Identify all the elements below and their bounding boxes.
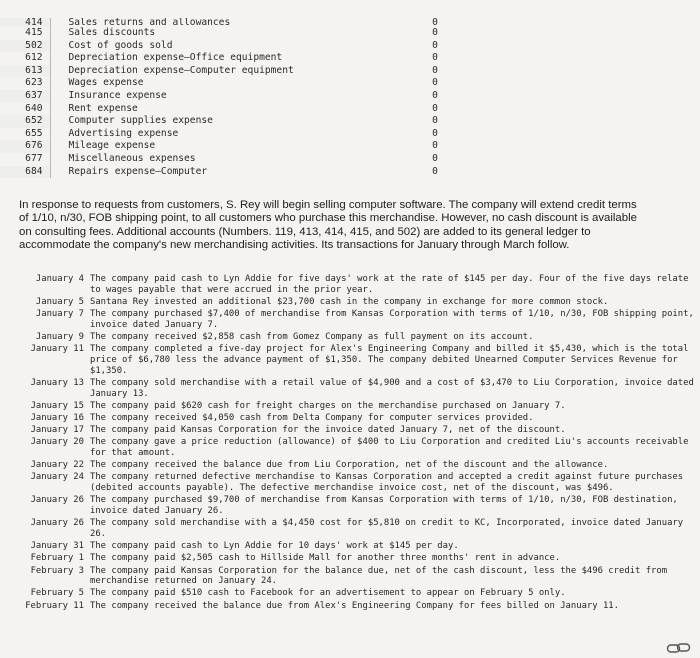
transaction-date: January 13 bbox=[30, 377, 84, 388]
transaction-description: The company paid Kansas Corporation for the balance due, net of the cash discount, less the $496 credit from merchandise returned on January 24. bbox=[90, 565, 668, 587]
transaction-row bbox=[0, 437, 700, 460]
account-number: 652 bbox=[0, 115, 50, 128]
account-name: Depreciation expense—Office equipment bbox=[68, 52, 283, 64]
transaction-row bbox=[0, 274, 700, 297]
transaction-row bbox=[0, 460, 700, 472]
accounts-body bbox=[0, 18, 700, 178]
transaction-date: January 26 bbox=[30, 518, 84, 529]
transaction-date: January 9 bbox=[35, 332, 84, 343]
account-row bbox=[0, 166, 700, 179]
transaction-date: January 7 bbox=[35, 309, 84, 320]
transaction-row bbox=[0, 413, 700, 425]
transaction-description: Santana Rey invested an additional $23,700 cash in the company in exchange for more common stock. bbox=[90, 296, 609, 307]
transaction-date: January 5 bbox=[35, 296, 84, 307]
transaction-description: The company returned defective merchandise to Kansas Corporation and accepted a credit against future purchases (debited accounts payable). The defective merchandise invoice cost, net of the discount, was $496. bbox=[90, 472, 684, 494]
transaction-date: February 5 bbox=[30, 588, 84, 599]
account-name: Miscellaneous expenses bbox=[68, 152, 196, 164]
account-row bbox=[0, 18, 700, 27]
chart-of-accounts-table bbox=[0, 18, 700, 178]
transaction-date: January 11 bbox=[30, 344, 84, 355]
transaction-description: The company gave a price reduction (allowance) of $400 to Liu Corporation and credited Liu's accounts receivable for that amount. bbox=[90, 437, 689, 459]
account-number: 612 bbox=[0, 52, 50, 65]
account-number: 684 bbox=[0, 166, 50, 179]
account-row bbox=[0, 128, 700, 141]
account-name: Wages expense bbox=[68, 77, 144, 89]
account-row-spacer bbox=[480, 103, 700, 116]
transaction-row bbox=[0, 472, 700, 495]
account-number: 415 bbox=[0, 27, 50, 40]
account-number: 414 bbox=[0, 18, 50, 27]
account-row-spacer bbox=[480, 52, 700, 65]
transaction-row bbox=[0, 297, 700, 309]
account-row bbox=[0, 52, 700, 65]
account-row bbox=[0, 40, 700, 53]
account-number: 502 bbox=[0, 40, 50, 53]
account-row-spacer bbox=[480, 128, 700, 141]
account-row-spacer bbox=[480, 115, 700, 128]
account-balance: 0 bbox=[432, 152, 438, 164]
transaction-date: January 17 bbox=[30, 425, 84, 436]
account-row bbox=[0, 115, 700, 128]
account-row bbox=[0, 90, 700, 103]
account-name: Advertising expense bbox=[68, 127, 179, 139]
account-row-spacer bbox=[480, 153, 700, 166]
account-name: Mileage expense bbox=[68, 140, 156, 152]
account-number: 676 bbox=[0, 140, 50, 153]
transaction-date: January 24 bbox=[30, 472, 84, 483]
account-name: Rent expense bbox=[68, 102, 138, 114]
account-number: 613 bbox=[0, 65, 50, 78]
transaction-date: January 20 bbox=[30, 437, 84, 448]
account-row-spacer bbox=[480, 65, 700, 78]
transaction-description: The company paid Kansas Corporation for the invoice dated January 7, net of the discount. bbox=[90, 425, 566, 436]
account-balance: 0 bbox=[432, 165, 438, 177]
intro-line-2: of 1/10, n/30, FOB shipping point, to all customers who purchase this merchandise. However, no cash discount is available bbox=[19, 212, 637, 225]
transactions-body bbox=[0, 274, 700, 613]
account-row-spacer bbox=[480, 77, 700, 90]
transactions-table bbox=[0, 274, 700, 613]
transaction-row bbox=[0, 588, 700, 600]
transaction-description: The company sold merchandise with a $4,450 cost for $5,810 on credit to KC, Incorporated, invoice dated January 26. bbox=[90, 518, 684, 539]
transaction-description: The company received $2,858 cash from Gomez Company as full payment on its account. bbox=[90, 332, 534, 343]
transaction-description: The company completed a five-day project for Alex's Engineering Company and billed it $5,430, which is the total price of $6,780 less the advance payment of $1,350. The company debited Unearned Computer Services Revenue for $1,350. bbox=[90, 344, 689, 376]
transaction-date: February 11 bbox=[25, 600, 84, 611]
transaction-description: The company paid cash to Lyn Addie for five days' work at the rate of $145 per day. Four of the five days relate to wages payable that were accrued in the prior year. bbox=[90, 274, 689, 295]
account-balance: 0 bbox=[432, 140, 438, 152]
account-name: Cost of goods sold bbox=[68, 39, 173, 51]
account-number: 623 bbox=[0, 77, 50, 90]
account-row bbox=[0, 65, 700, 78]
account-number: 655 bbox=[0, 128, 50, 141]
account-row bbox=[0, 140, 700, 153]
account-balance: 0 bbox=[432, 89, 438, 101]
transaction-row bbox=[0, 425, 700, 437]
transaction-description: The company received $4,050 cash from Delta Company for computer services provided. bbox=[90, 412, 534, 423]
account-number: 637 bbox=[0, 90, 50, 103]
transaction-date: January 15 bbox=[30, 400, 84, 411]
account-row-spacer bbox=[480, 140, 700, 153]
account-name: Repairs expense—Computer bbox=[68, 165, 208, 177]
account-balance: 0 bbox=[432, 127, 438, 139]
account-balance: 0 bbox=[432, 102, 438, 114]
account-balance: 0 bbox=[432, 64, 438, 76]
transaction-row bbox=[0, 344, 700, 378]
transaction-description: The company paid $2,505 cash to Hillside Mall for another three months' rent in advance. bbox=[90, 553, 561, 564]
transaction-description: The company paid $620 cash for freight charges on the merchandise purchased on January 7. bbox=[90, 400, 566, 411]
transaction-description: The company received the balance due from Liu Corporation, net of the discount and the allowance. bbox=[90, 460, 609, 471]
account-balance: 0 bbox=[432, 27, 438, 38]
transaction-date: January 4 bbox=[35, 274, 84, 284]
account-balance: 0 bbox=[432, 115, 438, 127]
transaction-row bbox=[0, 518, 700, 541]
transaction-description: The company purchased $7,400 of merchandise from Kansas Corporation with terms of 1/10, n/30, FOB shipping point, invoice dated January 7. bbox=[90, 309, 694, 330]
link-icon[interactable] bbox=[666, 642, 692, 654]
transaction-date: February 3 bbox=[30, 565, 84, 576]
account-row-spacer bbox=[480, 90, 700, 103]
intro-paragraph bbox=[19, 199, 700, 253]
transaction-row bbox=[0, 541, 700, 553]
account-row-spacer bbox=[480, 40, 700, 53]
transaction-description: The company received the balance due from Alex's Engineering Company for fees billed on January 11. bbox=[90, 600, 619, 611]
account-row-spacer bbox=[480, 18, 700, 27]
account-row bbox=[0, 27, 700, 40]
account-name: Computer supplies expense bbox=[68, 115, 213, 127]
transaction-date: January 22 bbox=[30, 460, 84, 471]
account-number: 640 bbox=[0, 103, 50, 116]
transaction-description: The company paid $510 cash to Facebook for an advertisement to appear on February 5 only. bbox=[90, 588, 566, 599]
account-balance: 0 bbox=[432, 18, 438, 27]
transaction-description: The company paid cash to Lyn Addie for 10 days' work at $145 per day. bbox=[90, 541, 459, 552]
transaction-row bbox=[0, 566, 700, 589]
transaction-date: January 31 bbox=[30, 541, 84, 552]
transaction-row bbox=[0, 601, 700, 613]
account-name: Depreciation expense—Computer equipment bbox=[68, 64, 294, 76]
transaction-row bbox=[0, 378, 700, 401]
account-row-spacer bbox=[480, 166, 700, 179]
transaction-row bbox=[0, 495, 700, 518]
account-name: Sales discounts bbox=[68, 27, 156, 38]
account-name: Sales returns and allowances bbox=[68, 18, 231, 27]
transaction-description: The company purchased $9,700 of merchandise from Kansas Corporation with terms of 1/10, n/30, FOB destination, invoice dated January 26. bbox=[90, 495, 678, 517]
intro-line-3: on consulting fees. Additional accounts (Numbers. 119, 413, 414, 415, and 502) are added to its general ledger to bbox=[19, 225, 591, 238]
account-row bbox=[0, 77, 700, 90]
account-balance: 0 bbox=[432, 39, 438, 51]
intro-line-4: accommodate the company's new merchandising activities. Its transactions for January through March follow. bbox=[19, 239, 570, 252]
transaction-row bbox=[0, 553, 700, 565]
account-balance: 0 bbox=[432, 52, 438, 64]
transaction-date: February 1 bbox=[30, 553, 84, 564]
account-balance: 0 bbox=[432, 77, 438, 89]
account-row bbox=[0, 153, 700, 166]
transaction-date: January 16 bbox=[30, 412, 84, 423]
transaction-row bbox=[0, 401, 700, 413]
transaction-description: The company sold merchandise with a retail value of $4,900 and a cost of $3,470 to Liu Corporation, invoice dated January 13. bbox=[90, 377, 694, 399]
transaction-date: January 26 bbox=[30, 495, 84, 506]
transaction-row bbox=[0, 332, 700, 344]
account-row-spacer bbox=[480, 27, 700, 40]
account-name: Insurance expense bbox=[68, 89, 167, 101]
intro-line-1: In response to requests from customers, S. Rey will begin selling computer software. The company will extend credit terms bbox=[19, 199, 637, 211]
account-row bbox=[0, 103, 700, 116]
account-number: 677 bbox=[0, 153, 50, 166]
transaction-row bbox=[0, 309, 700, 332]
